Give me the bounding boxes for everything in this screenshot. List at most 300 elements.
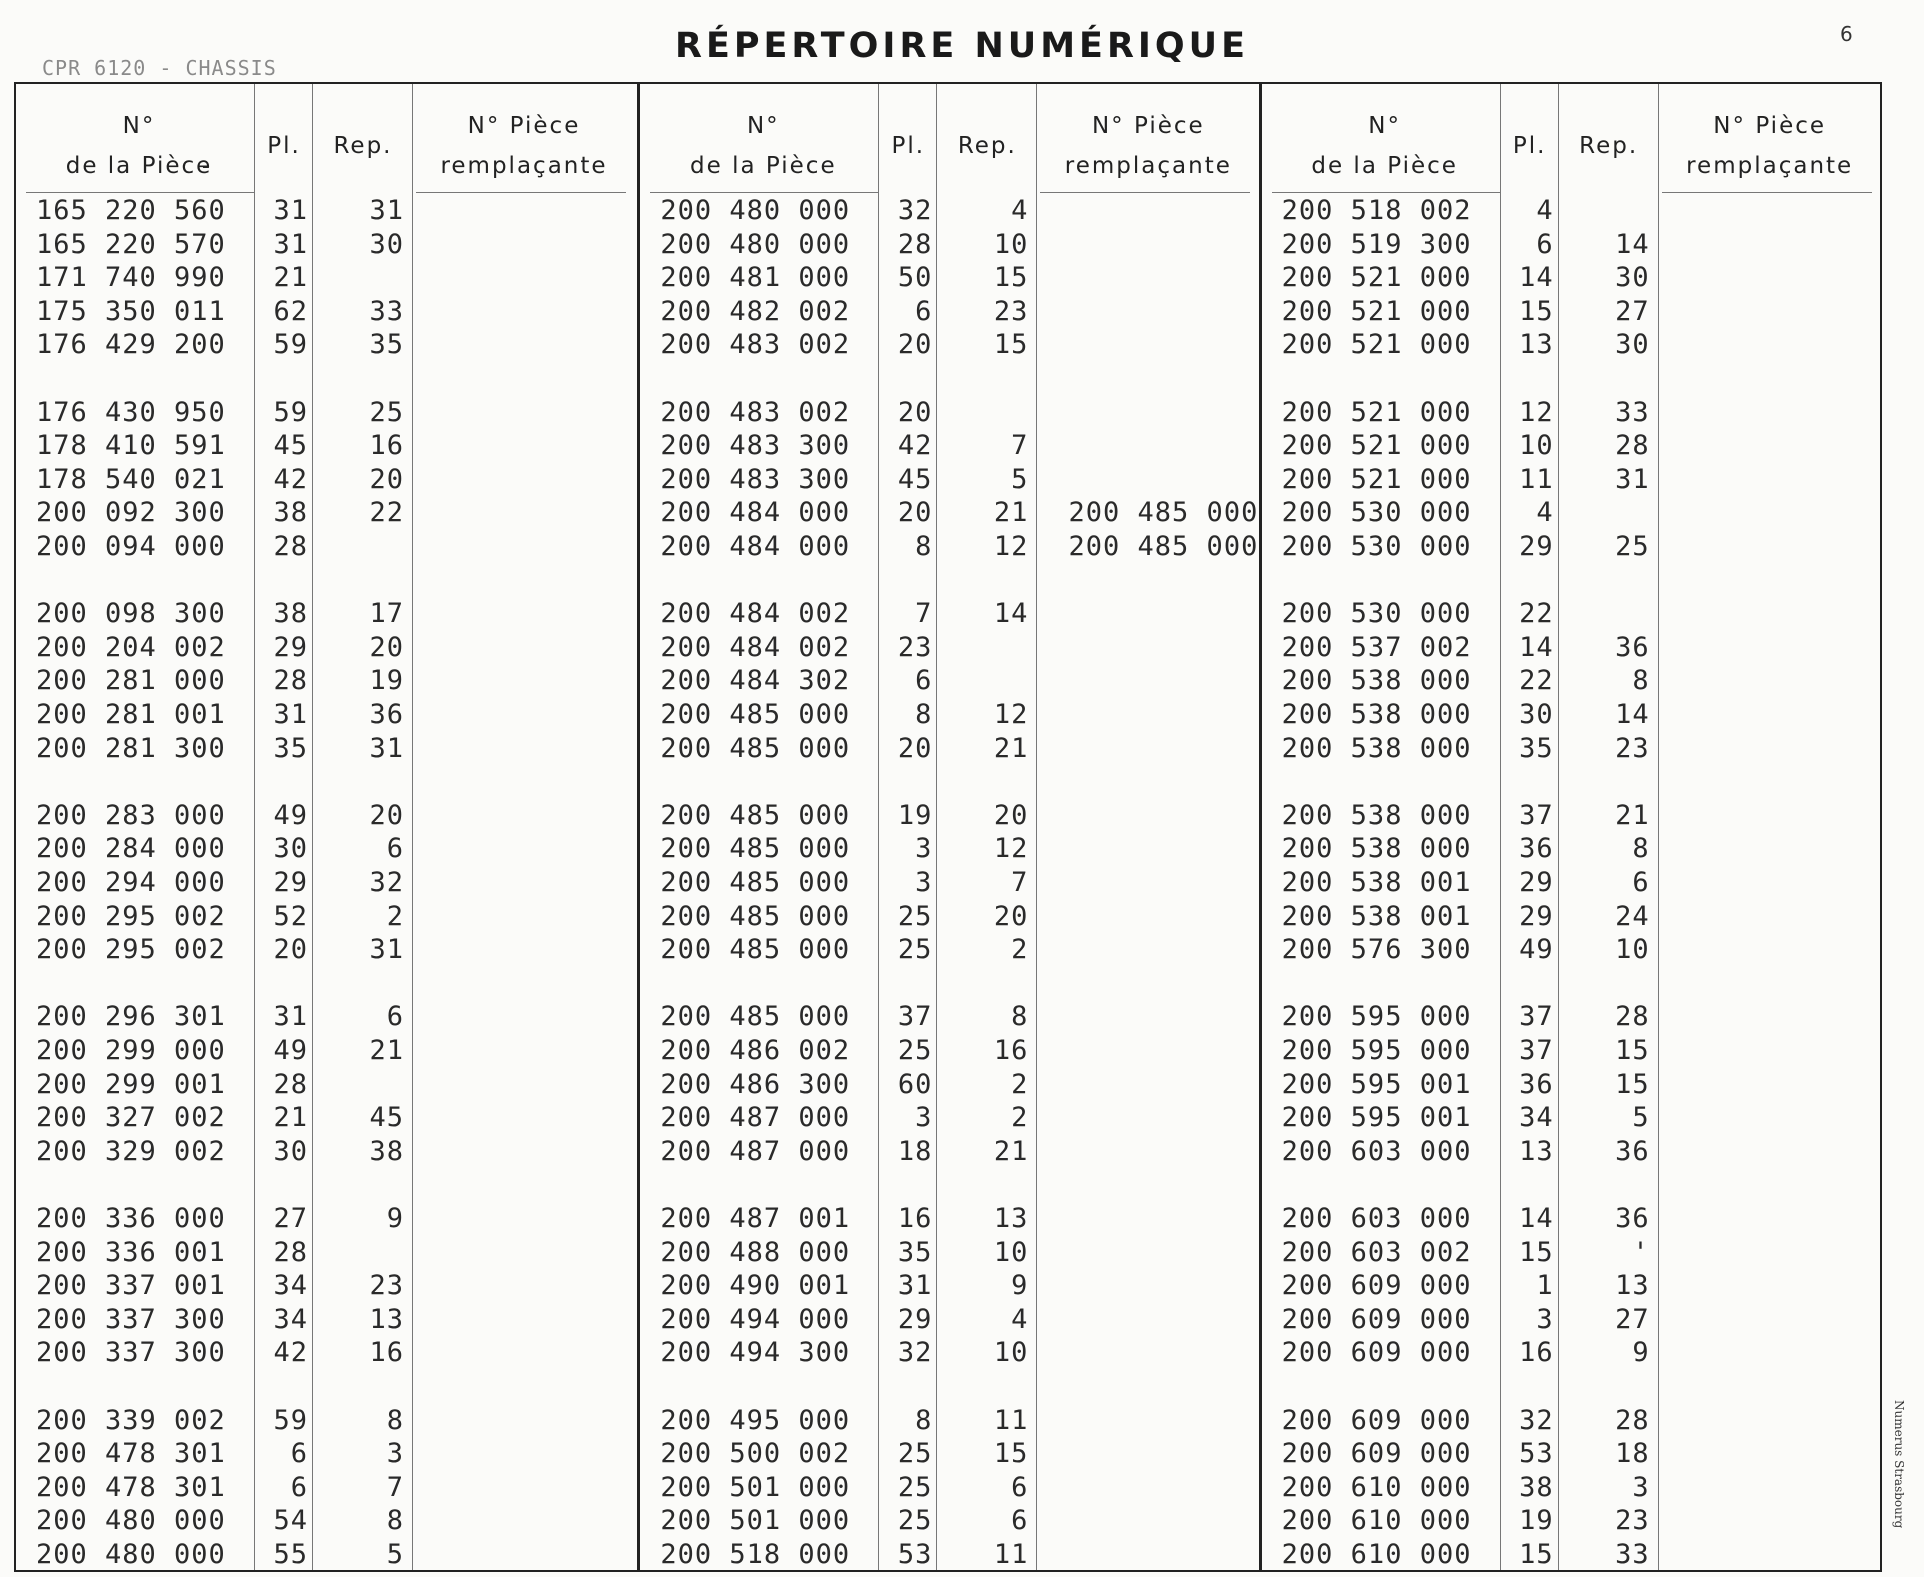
part-number-cell: 200 483 002 <box>660 396 851 428</box>
part-number-cell: 200 478 301 <box>36 1471 226 1503</box>
part-number-cell: 200 609 000 <box>1281 1337 1472 1369</box>
part-number-cell: 200 603 000 <box>1281 1203 1472 1234</box>
reference-cell: 13 <box>993 1203 1029 1234</box>
plate-cell: 25 <box>897 1438 933 1470</box>
table-row <box>1262 1504 1884 1537</box>
table-row <box>1262 463 1884 496</box>
plate-cell: 29 <box>897 1303 933 1335</box>
part-number-cell: 200 485 000 <box>660 732 851 764</box>
plate-cell: 19 <box>897 799 933 831</box>
plate-cell: 20 <box>897 732 933 764</box>
plate-cell: 45 <box>273 430 308 462</box>
table-row <box>1262 1202 1884 1235</box>
plate-cell: 32 <box>1519 1404 1554 1436</box>
part-number-cell: 200 337 001 <box>36 1270 226 1302</box>
plate-cell: 31 <box>273 228 308 260</box>
table-row <box>640 933 1262 966</box>
table-row <box>16 866 638 899</box>
table-row <box>640 194 1262 227</box>
part-number-cell: 200 486 300 <box>660 1068 851 1100</box>
part-number-cell: 200 610 000 <box>1281 1505 1472 1537</box>
part-number-cell: 200 595 000 <box>1281 1035 1472 1066</box>
plate-cell: 13 <box>1519 329 1554 361</box>
header-replacement-part-line: N° Pièce <box>467 113 581 139</box>
table-row <box>640 1404 1262 1437</box>
header-part-number <box>1270 106 1500 186</box>
plate-cell: 4 <box>1536 497 1554 529</box>
part-number-cell: 200 204 002 <box>36 631 226 663</box>
header-divider <box>416 192 626 193</box>
table-row <box>16 1135 638 1168</box>
part-number-cell: 200 518 000 <box>660 1539 851 1570</box>
plate-cell: 31 <box>273 195 308 226</box>
table-row <box>640 664 1262 697</box>
plate-cell: 45 <box>897 463 933 495</box>
table-row <box>1262 496 1884 529</box>
part-number-cell: 200 518 002 <box>1281 195 1472 226</box>
plate-cell: 28 <box>273 665 308 697</box>
reference-cell: 22 <box>369 497 404 529</box>
reference-cell: 33 <box>1615 1539 1650 1570</box>
header-plate <box>256 126 312 166</box>
part-number-cell: 200 480 000 <box>36 1539 226 1570</box>
reference-cell: 20 <box>993 799 1029 831</box>
part-number-cell: 176 430 950 <box>36 396 226 428</box>
table-row <box>640 900 1262 933</box>
plate-cell: 38 <box>273 598 308 630</box>
reference-cell: 7 <box>1011 867 1029 898</box>
plate-cell: 6 <box>290 1438 308 1470</box>
part-number-cell: 200 500 002 <box>660 1438 851 1470</box>
table-row <box>640 1336 1262 1369</box>
table-row <box>640 732 1262 765</box>
table-row <box>1262 1068 1884 1101</box>
table-row <box>16 328 638 361</box>
plate-cell: 34 <box>273 1270 308 1302</box>
part-number-cell: 200 294 000 <box>36 867 226 898</box>
reference-cell: 9 <box>386 1203 404 1234</box>
part-number-cell: 200 337 300 <box>36 1337 226 1369</box>
plate-cell: 28 <box>273 1068 308 1100</box>
table-row <box>640 429 1262 462</box>
table-row <box>640 1101 1262 1134</box>
page-title: RÉPERTOIRE NUMÉRIQUE <box>675 26 1249 66</box>
reference-cell: 9 <box>1011 1270 1029 1302</box>
plate-cell: 30 <box>273 833 308 865</box>
part-number-cell: 200 609 000 <box>1281 1303 1472 1335</box>
plate-cell: 21 <box>273 262 308 294</box>
table-row <box>16 664 638 697</box>
plate-cell: 37 <box>1519 1001 1554 1033</box>
reference-cell: 33 <box>1615 396 1650 428</box>
table-row <box>16 799 638 832</box>
plate-cell: 13 <box>1519 1135 1554 1167</box>
table-row <box>640 1269 1262 1302</box>
reference-cell: 19 <box>369 665 404 697</box>
table-row <box>16 1068 638 1101</box>
part-number-cell: 200 299 000 <box>36 1035 226 1066</box>
reference-cell: 14 <box>1615 228 1650 260</box>
plate-cell: 11 <box>1519 463 1554 495</box>
plate-cell: 25 <box>897 900 933 932</box>
header-divider <box>650 192 878 193</box>
reference-cell: 20 <box>369 799 404 831</box>
reference-cell: 9 <box>1632 1337 1650 1369</box>
reference-cell: 21 <box>993 1135 1029 1167</box>
plate-cell: 31 <box>897 1270 933 1302</box>
part-number-cell: 200 336 001 <box>36 1236 226 1268</box>
reference-cell: 28 <box>1615 430 1650 462</box>
plate-cell: 42 <box>273 1337 308 1369</box>
part-number-cell: 200 485 000 <box>660 833 851 865</box>
header-divider <box>1040 192 1250 193</box>
table-row <box>1262 228 1884 261</box>
table-row <box>16 496 638 529</box>
part-number-cell: 200 327 002 <box>36 1102 226 1134</box>
header-replacement-part <box>1660 106 1880 186</box>
reference-cell: 2 <box>1011 1068 1029 1100</box>
table-row <box>1262 866 1884 899</box>
table-row <box>640 866 1262 899</box>
table-row <box>1262 597 1884 630</box>
table-row <box>16 530 638 563</box>
part-number-cell: 200 339 002 <box>36 1404 226 1436</box>
plate-cell: 31 <box>273 699 308 730</box>
part-number-cell: 200 283 000 <box>36 799 226 831</box>
table-row <box>16 1034 638 1067</box>
plate-cell: 3 <box>1536 1303 1554 1335</box>
part-number-cell: 200 610 000 <box>1281 1539 1472 1570</box>
table-row <box>16 1101 638 1134</box>
reference-cell: 12 <box>993 531 1029 562</box>
part-number-cell: 200 501 000 <box>660 1505 851 1537</box>
header-reference <box>1560 126 1658 166</box>
table-row <box>16 933 638 966</box>
header-divider <box>1272 192 1500 193</box>
table-row <box>16 194 638 227</box>
reference-cell: 13 <box>369 1303 404 1335</box>
reference-cell: 12 <box>993 699 1029 730</box>
header-replacement-part-line: N° Pièce <box>1713 113 1827 139</box>
part-number-cell: 200 595 000 <box>1281 1001 1472 1033</box>
table-row <box>16 295 638 328</box>
table-row <box>640 1135 1262 1168</box>
plate-cell: 38 <box>1519 1471 1554 1503</box>
reference-cell: 23 <box>993 295 1029 327</box>
table-row <box>16 832 638 865</box>
plate-cell: 60 <box>897 1068 933 1100</box>
reference-cell: 4 <box>1011 1303 1029 1335</box>
reference-cell: 6 <box>386 1001 404 1033</box>
plate-cell: 29 <box>273 867 308 898</box>
plate-cell: 31 <box>273 1001 308 1033</box>
part-number-cell: 200 483 300 <box>660 463 851 495</box>
table-row <box>16 1404 638 1437</box>
plate-cell: 29 <box>1519 900 1554 932</box>
plate-cell: 7 <box>915 598 933 630</box>
table-block <box>16 84 637 1570</box>
reference-cell: 6 <box>1011 1505 1029 1537</box>
part-number-cell: 176 429 200 <box>36 329 226 361</box>
reference-cell: 15 <box>993 1438 1029 1470</box>
part-number-cell: 200 485 000 <box>660 934 851 966</box>
reference-cell: 6 <box>1011 1471 1029 1503</box>
plate-cell: 20 <box>897 329 933 361</box>
plate-cell: 8 <box>915 1404 933 1436</box>
part-number-cell: 200 530 000 <box>1281 531 1472 562</box>
part-number-cell: 200 490 001 <box>660 1270 851 1302</box>
table-row <box>640 1303 1262 1336</box>
header-part-number-line: N° <box>122 113 156 139</box>
plate-cell: 16 <box>1519 1337 1554 1369</box>
reference-cell: 12 <box>993 833 1029 865</box>
part-number-cell: 200 484 000 <box>660 531 851 562</box>
table-row <box>1262 732 1884 765</box>
reference-cell: 30 <box>369 228 404 260</box>
part-number-cell: 200 521 000 <box>1281 463 1472 495</box>
part-number-cell: 200 595 001 <box>1281 1102 1472 1134</box>
table-row <box>16 463 638 496</box>
plate-cell: 49 <box>1519 934 1554 966</box>
part-number-cell: 200 485 000 <box>660 867 851 898</box>
part-number-cell: 200 485 000 <box>660 900 851 932</box>
part-number-cell: 200 483 300 <box>660 430 851 462</box>
reference-cell: 45 <box>369 1102 404 1134</box>
plate-cell: 35 <box>273 732 308 764</box>
part-number-cell: 200 484 000 <box>660 497 851 529</box>
reference-cell: 14 <box>993 598 1029 630</box>
reference-cell: 4 <box>1011 195 1029 226</box>
reference-cell: 25 <box>1615 531 1650 562</box>
reference-cell: 20 <box>369 631 404 663</box>
reference-cell: 36 <box>1615 1203 1650 1234</box>
plate-cell: 18 <box>897 1135 933 1167</box>
reference-cell: 3 <box>386 1438 404 1470</box>
table-row <box>16 1303 638 1336</box>
reference-cell: 24 <box>1615 900 1650 932</box>
part-number-cell: 200 521 000 <box>1281 396 1472 428</box>
plate-cell: 14 <box>1519 262 1554 294</box>
plate-cell: 55 <box>273 1539 308 1570</box>
table-row <box>16 429 638 462</box>
part-number-cell: 200 530 000 <box>1281 497 1472 529</box>
reference-cell: 13 <box>1615 1270 1650 1302</box>
header-part-number <box>24 106 254 186</box>
part-number-cell: 200 329 002 <box>36 1135 226 1167</box>
plate-cell: 50 <box>897 262 933 294</box>
reference-cell: 35 <box>369 329 404 361</box>
reference-cell: 15 <box>993 329 1029 361</box>
plate-cell: 1 <box>1536 1270 1554 1302</box>
part-number-cell: 200 295 002 <box>36 934 226 966</box>
plate-cell: 15 <box>1519 295 1554 327</box>
part-number-cell: 175 350 011 <box>36 295 226 327</box>
part-number-cell: 200 299 001 <box>36 1068 226 1100</box>
plate-cell: 22 <box>1519 665 1554 697</box>
plate-cell: 38 <box>273 497 308 529</box>
plate-cell: 6 <box>290 1471 308 1503</box>
plate-cell: 20 <box>273 934 308 966</box>
table-row <box>1262 1404 1884 1437</box>
part-number-cell: 165 220 570 <box>36 228 226 260</box>
reference-cell: 7 <box>1011 430 1029 462</box>
header-part-number-line: N° <box>746 113 780 139</box>
part-number-cell: 200 484 002 <box>660 598 851 630</box>
table-row <box>640 1202 1262 1235</box>
parts-index-table <box>14 82 1882 1572</box>
reference-cell: 2 <box>1011 934 1029 966</box>
part-number-cell: 200 485 000 <box>660 1001 851 1033</box>
table-block <box>1259 84 1880 1570</box>
part-number-cell: 200 494 300 <box>660 1337 851 1369</box>
part-number-cell: 200 337 300 <box>36 1303 226 1335</box>
reference-cell: 3 <box>1632 1471 1650 1503</box>
plate-cell: 22 <box>1519 598 1554 630</box>
reference-cell: 23 <box>1615 732 1650 764</box>
plate-cell: 37 <box>897 1001 933 1033</box>
plate-cell: 53 <box>1519 1438 1554 1470</box>
part-number-cell: 200 538 000 <box>1281 833 1472 865</box>
reference-cell: 31 <box>369 732 404 764</box>
plate-cell: 8 <box>915 531 933 562</box>
reference-cell: 38 <box>369 1135 404 1167</box>
plate-cell: 6 <box>1536 228 1554 260</box>
table-row <box>1262 900 1884 933</box>
part-number-cell: 200 281 300 <box>36 732 226 764</box>
table-row <box>16 1202 638 1235</box>
header-reference <box>938 126 1036 166</box>
part-number-cell: 200 603 000 <box>1281 1135 1472 1167</box>
reference-cell: 11 <box>993 1404 1029 1436</box>
plate-cell: 34 <box>273 1303 308 1335</box>
plate-cell: 53 <box>897 1539 933 1570</box>
table-row <box>16 396 638 429</box>
table-row <box>640 463 1262 496</box>
table-row <box>1262 295 1884 328</box>
plate-cell: 3 <box>915 833 933 865</box>
part-number-cell: 200 094 000 <box>36 531 226 562</box>
table-row <box>1262 1471 1884 1504</box>
table-row <box>1262 1437 1884 1470</box>
table-row <box>1262 631 1884 664</box>
part-number-cell: 200 538 000 <box>1281 665 1472 697</box>
plate-cell: 3 <box>915 867 933 898</box>
plate-cell: 20 <box>897 497 933 529</box>
reference-cell: 36 <box>1615 1135 1650 1167</box>
part-number-cell: 200 538 000 <box>1281 699 1472 730</box>
header-reference-line: Rep. <box>957 133 1017 159</box>
header-reference <box>314 126 412 166</box>
reference-cell: 32 <box>369 867 404 898</box>
plate-cell: 28 <box>897 228 933 260</box>
plate-cell: 59 <box>273 1404 308 1436</box>
reference-cell: 21 <box>993 497 1029 529</box>
header-plate <box>1502 126 1558 166</box>
table-row <box>1262 396 1884 429</box>
plate-cell: 35 <box>897 1236 933 1268</box>
plate-cell: 6 <box>915 665 933 697</box>
plate-cell: 14 <box>1519 631 1554 663</box>
part-number-cell: 200 281 001 <box>36 699 226 730</box>
table-row <box>16 228 638 261</box>
table-row <box>1262 530 1884 563</box>
plate-cell: 14 <box>1519 1203 1554 1234</box>
header-part-number-line: de la Pièce <box>1311 153 1458 179</box>
part-number-cell: 171 740 990 <box>36 262 226 294</box>
table-row <box>640 328 1262 361</box>
table-row <box>1262 1538 1884 1571</box>
table-row <box>640 1471 1262 1504</box>
part-number-cell: 165 220 560 <box>36 195 226 226</box>
plate-cell: 34 <box>1519 1102 1554 1134</box>
part-number-cell: 200 521 000 <box>1281 430 1472 462</box>
part-number-cell: 200 484 002 <box>660 631 851 663</box>
plate-cell: 16 <box>897 1203 933 1234</box>
reference-cell: 5 <box>386 1539 404 1570</box>
part-number-cell: 200 488 000 <box>660 1236 851 1268</box>
table-row <box>640 1236 1262 1269</box>
reference-cell: 15 <box>993 262 1029 294</box>
table-row <box>1262 832 1884 865</box>
reference-cell: 36 <box>1615 631 1650 663</box>
table-row <box>640 530 1262 563</box>
reference-cell: 28 <box>1615 1001 1650 1033</box>
plate-cell: 49 <box>273 1035 308 1066</box>
table-row <box>640 261 1262 294</box>
header-divider <box>26 192 254 193</box>
table-row <box>640 295 1262 328</box>
reference-cell: 2 <box>1011 1102 1029 1134</box>
reference-cell: 27 <box>1615 1303 1650 1335</box>
plate-cell: 35 <box>1519 732 1554 764</box>
table-row <box>1262 1336 1884 1369</box>
header-part-number <box>648 106 878 186</box>
part-number-cell: 200 482 002 <box>660 295 851 327</box>
part-number-cell: 200 485 000 <box>660 799 851 831</box>
table-row <box>1262 261 1884 294</box>
plate-cell: 32 <box>897 1337 933 1369</box>
table-row <box>1262 698 1884 731</box>
header-plate-line: Pl. <box>267 133 301 159</box>
reference-cell: 36 <box>369 699 404 730</box>
table-row <box>640 1000 1262 1033</box>
part-number-cell: 200 296 301 <box>36 1001 226 1033</box>
reference-cell: 17 <box>369 598 404 630</box>
part-number-cell: 200 281 000 <box>36 665 226 697</box>
reference-cell: 20 <box>369 463 404 495</box>
part-number-cell: 200 484 302 <box>660 665 851 697</box>
table-row <box>16 1336 638 1369</box>
reference-cell: 6 <box>386 833 404 865</box>
part-number-cell: 200 576 300 <box>1281 934 1472 966</box>
part-number-cell: 200 487 001 <box>660 1203 851 1234</box>
table-row <box>1262 933 1884 966</box>
part-number-cell: 200 486 002 <box>660 1035 851 1066</box>
table-row <box>640 1504 1262 1537</box>
plate-cell: 8 <box>915 699 933 730</box>
part-number-cell: 200 530 000 <box>1281 598 1472 630</box>
header-part-number-line: de la Pièce <box>690 153 837 179</box>
header-part-number-line: de la Pièce̵ <box>65 153 213 179</box>
plate-cell: 25 <box>897 934 933 966</box>
part-number-cell: 200 480 000 <box>36 1505 226 1537</box>
reference-cell: 18 <box>1615 1438 1650 1470</box>
reference-cell: 10 <box>993 228 1029 260</box>
plate-cell: 10 <box>1519 430 1554 462</box>
table-row <box>640 1538 1262 1571</box>
part-number-cell: 200 609 000 <box>1281 1404 1472 1436</box>
reference-cell: 10 <box>993 1337 1029 1369</box>
